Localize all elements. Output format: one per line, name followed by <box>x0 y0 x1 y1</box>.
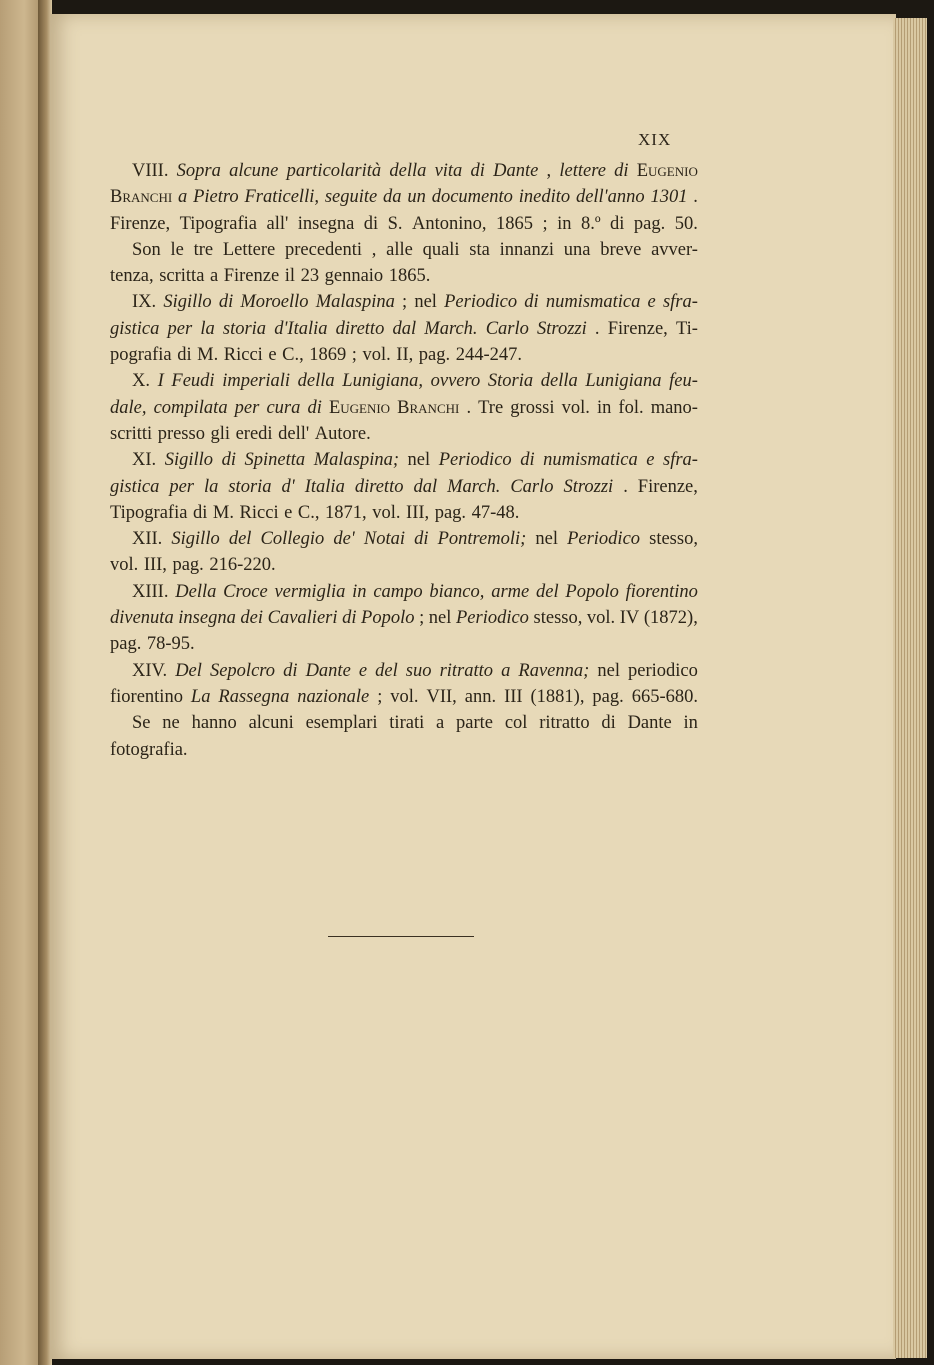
word: periodico <box>628 660 698 681</box>
word: di <box>218 292 234 313</box>
word: Dante <box>493 161 539 181</box>
word: Lunigiana, <box>342 371 423 392</box>
word: 1871, <box>325 502 367 523</box>
word: per <box>169 476 194 497</box>
word: M. <box>197 345 219 366</box>
word: nel <box>535 529 558 550</box>
word: Sigillo <box>164 450 214 471</box>
word: XIII. <box>132 581 169 602</box>
word: (1881), <box>530 686 585 707</box>
word: Feudi <box>171 371 215 392</box>
word: la <box>203 476 219 497</box>
text-line <box>110 342 698 368</box>
word: e <box>647 292 656 313</box>
word: ritratto <box>539 713 590 734</box>
word: Autore. <box>314 423 371 444</box>
text-line <box>110 579 698 605</box>
text-line <box>110 447 698 473</box>
word: di <box>614 161 629 181</box>
word: hanno <box>191 713 237 734</box>
word: e <box>284 502 293 523</box>
word: gistica <box>110 318 160 339</box>
word: numismatica <box>545 292 641 313</box>
text-line <box>110 526 698 552</box>
word: Carlo <box>510 476 554 497</box>
text-line <box>110 658 698 684</box>
word: vol. <box>110 555 139 576</box>
word: diretto <box>354 476 404 497</box>
word: VIII. <box>132 161 169 181</box>
word: Moroello <box>240 292 309 313</box>
word: della <box>540 371 578 392</box>
word: storia <box>228 476 272 497</box>
word: a <box>501 660 511 681</box>
word: col <box>504 713 528 734</box>
word: ovvero <box>430 371 481 392</box>
word: IX. <box>132 292 157 313</box>
word: e <box>358 660 368 681</box>
word: divenuta <box>110 608 174 629</box>
word: ne <box>162 713 180 734</box>
word: dell' <box>278 423 310 444</box>
word: vol. <box>372 502 401 523</box>
word: ; <box>419 608 425 629</box>
word: Sigillo <box>163 292 212 313</box>
word: di <box>177 345 192 366</box>
word: March. <box>424 318 478 339</box>
word: alle <box>386 239 413 260</box>
word: Firenze, <box>110 213 171 234</box>
word: tirati <box>389 713 425 734</box>
word: in <box>596 397 612 418</box>
word: pag. <box>418 345 451 366</box>
word: insegna <box>297 213 355 234</box>
word: Tre <box>478 397 504 418</box>
word: pografia <box>110 345 172 366</box>
word: Firenze, <box>607 318 668 339</box>
word: pag. <box>434 502 467 523</box>
word: Della <box>175 581 217 602</box>
word: di <box>470 161 485 181</box>
word: della <box>389 161 427 181</box>
word: dei <box>240 608 264 629</box>
text-line <box>110 263 698 289</box>
word: IV <box>619 608 640 629</box>
word: Tipografia <box>110 502 188 523</box>
word: una <box>563 239 591 260</box>
word: compilata <box>153 397 228 418</box>
word: Sepolcro <box>209 660 276 681</box>
word: . <box>623 476 628 497</box>
word: 216-220. <box>209 555 276 576</box>
word: insegna <box>178 608 236 629</box>
word: X. <box>132 371 150 392</box>
word: eredi <box>235 423 273 444</box>
word: (1872), <box>643 608 698 629</box>
word: Croce <box>223 581 268 602</box>
word: La <box>190 686 211 707</box>
word: Lunigiana <box>585 371 662 392</box>
word: Malaspina <box>315 292 395 313</box>
word: dal <box>392 318 417 339</box>
word: arme <box>491 581 530 602</box>
word: M. <box>212 502 234 523</box>
word: fol. <box>618 397 644 418</box>
word: VII, <box>426 686 457 707</box>
word: Spinetta <box>244 450 306 471</box>
word: imperiali <box>222 371 291 392</box>
word: nel <box>428 608 452 629</box>
word: d'Italia <box>274 318 328 339</box>
text-line <box>110 710 698 736</box>
word: un <box>407 187 426 208</box>
word: Periodico <box>455 608 529 629</box>
word: Son <box>132 239 161 260</box>
word: grossi <box>510 397 555 418</box>
word: il <box>284 266 296 287</box>
word: storia <box>222 318 267 339</box>
word: per <box>167 318 193 339</box>
word: pag. <box>172 555 204 576</box>
word: diretto <box>335 318 385 339</box>
word: Dante <box>627 713 672 734</box>
text-line <box>110 631 698 657</box>
word: inedito <box>518 187 571 208</box>
word: ; <box>351 345 357 366</box>
word: 23 <box>300 266 320 287</box>
word: vol. <box>586 608 616 629</box>
word: quali <box>422 239 460 260</box>
word: Strozzi <box>563 476 614 497</box>
word: ann. <box>464 686 497 707</box>
word: Sopra <box>176 161 221 181</box>
word: Dante <box>305 660 351 681</box>
word: del <box>375 660 398 681</box>
word: stesso, <box>533 608 583 629</box>
word: seguite <box>324 187 378 208</box>
word: Tipografia <box>179 213 258 234</box>
word: di <box>520 450 535 471</box>
word: alcuni <box>248 713 294 734</box>
word: XI. <box>132 450 157 471</box>
word: a <box>436 713 445 734</box>
word: , <box>546 161 552 181</box>
text-line <box>110 421 698 447</box>
word: per <box>234 397 260 418</box>
word: vermiglia <box>274 581 346 602</box>
word: di <box>363 213 379 234</box>
word: le <box>170 239 184 260</box>
word: bianco, <box>429 581 485 602</box>
word: di <box>601 713 616 734</box>
word: Lettere <box>222 239 276 260</box>
word: Eugenio <box>636 161 698 181</box>
word: fotografia. <box>110 739 188 760</box>
word: XIV. <box>132 660 168 681</box>
word: ritratto <box>439 660 494 681</box>
word: nel <box>407 450 431 471</box>
word: la <box>200 318 215 339</box>
word: di <box>414 529 429 550</box>
word: Sigillo <box>171 529 220 550</box>
word: alcune <box>229 161 279 181</box>
word: di <box>610 213 625 234</box>
word: avver- <box>651 239 698 260</box>
word: sta <box>469 239 490 260</box>
word: di <box>307 397 322 418</box>
word: ; <box>542 213 548 234</box>
word: III <box>504 686 523 707</box>
word: sfra- <box>662 292 698 313</box>
word: innanzi <box>499 239 555 260</box>
word: Popolo <box>565 581 619 602</box>
word: 78-95. <box>146 634 195 655</box>
word: Pietro <box>193 187 239 208</box>
word: Periodico <box>567 529 641 550</box>
word: 1865 <box>496 213 533 234</box>
word: pag. <box>110 634 142 655</box>
word: in <box>683 713 698 734</box>
word: di <box>342 608 357 629</box>
text-line <box>110 184 698 210</box>
word: stesso, <box>649 529 698 550</box>
word: vol. <box>561 397 590 418</box>
text-line <box>110 316 698 342</box>
word: fiorentino <box>110 686 183 707</box>
word: 1301 <box>650 187 688 208</box>
word: Eugenio <box>328 397 391 418</box>
word: lettere <box>559 161 606 181</box>
word: 665-680. <box>631 686 698 707</box>
text-line <box>110 237 698 263</box>
word: Strozzi <box>537 318 587 339</box>
word: C., <box>282 345 304 366</box>
word: Carlo <box>485 318 529 339</box>
word: a <box>178 187 188 208</box>
word: Branchi <box>110 187 173 208</box>
text-line <box>110 211 698 237</box>
word: e <box>268 345 277 366</box>
word: Antonino, <box>412 213 487 234</box>
word: ; <box>377 686 383 707</box>
word: nel <box>414 292 437 313</box>
word: fiorentino <box>625 581 698 602</box>
word: Se <box>132 713 151 734</box>
word: II, <box>396 345 414 366</box>
word: particolarità <box>286 161 382 181</box>
word: Ti- <box>675 318 698 339</box>
word: Firenze, <box>637 476 698 497</box>
text-line <box>110 158 698 184</box>
bibliography-text <box>110 158 698 763</box>
word: campo <box>373 581 423 602</box>
word: parte <box>456 713 494 734</box>
text-line <box>110 368 698 394</box>
text-line <box>110 474 698 500</box>
word: Cavalieri <box>267 608 338 629</box>
word: Ricci <box>239 502 279 523</box>
word: Firenze <box>223 266 280 287</box>
word: e <box>646 450 655 471</box>
word: Del <box>175 660 202 681</box>
word: scritti <box>110 423 153 444</box>
word: Periodico <box>438 450 512 471</box>
word: Italia <box>304 476 345 497</box>
word: Pontremoli; <box>437 529 527 550</box>
word: I <box>157 371 164 392</box>
word: . <box>466 397 472 418</box>
word: S. <box>387 213 403 234</box>
word: di <box>192 502 208 523</box>
word: gennaio <box>324 266 384 287</box>
word: 1865. <box>388 266 431 287</box>
end-rule <box>328 936 474 937</box>
word: 1869 <box>309 345 347 366</box>
word: Collegio <box>260 529 325 550</box>
page-number: XIX <box>638 130 672 149</box>
page-edges <box>893 18 927 1358</box>
text-line <box>110 500 698 526</box>
word: . <box>594 318 600 339</box>
word: tenza, <box>110 266 154 287</box>
word: precedenti <box>284 239 363 260</box>
word: vita <box>434 161 463 181</box>
text-line <box>110 395 698 421</box>
word: presso <box>157 423 205 444</box>
word: 47-48. <box>471 502 520 523</box>
word: dale, <box>110 397 147 418</box>
word: vol. <box>362 345 391 366</box>
word: di <box>283 660 298 681</box>
word: del <box>536 581 559 602</box>
word: 50. <box>674 213 698 234</box>
word: di <box>221 450 236 471</box>
text-line <box>110 605 698 631</box>
word: XII. <box>132 529 163 550</box>
word: Periodico <box>444 292 518 313</box>
word: tre <box>193 239 214 260</box>
word: Storia <box>487 371 534 392</box>
word: scritta <box>159 266 205 287</box>
word: del <box>228 529 252 550</box>
word: ; <box>402 292 408 313</box>
word: gistica <box>110 476 160 497</box>
word: pag. <box>633 213 666 234</box>
word: a <box>209 266 219 287</box>
word: Branchi <box>397 397 460 418</box>
word: nel <box>597 660 620 681</box>
word: mano- <box>650 397 698 418</box>
text-line <box>110 289 698 315</box>
word: Malaspina; <box>313 450 399 471</box>
word: III, <box>406 502 430 523</box>
word: , <box>371 239 377 260</box>
word: C., <box>297 502 320 523</box>
word: in <box>352 581 367 602</box>
word: gli <box>210 423 231 444</box>
word: vol. <box>390 686 419 707</box>
word: suo <box>405 660 432 681</box>
word: feu- <box>669 371 698 392</box>
word: della <box>297 371 335 392</box>
word: breve <box>600 239 642 260</box>
word: esemplari <box>305 713 378 734</box>
word: de' <box>333 529 355 550</box>
word: Notai <box>363 529 405 550</box>
text-line <box>110 737 698 763</box>
word: pag. <box>592 686 624 707</box>
word: in <box>557 213 572 234</box>
word: dal <box>413 476 438 497</box>
word: nazionale <box>297 686 370 707</box>
word: di <box>524 292 539 313</box>
word: all' <box>266 213 289 234</box>
word: Ravenna; <box>518 660 590 681</box>
text-line <box>110 684 698 710</box>
word: d' <box>281 476 295 497</box>
text-line <box>110 552 698 578</box>
word: Rassegna <box>218 686 290 707</box>
word: documento <box>431 187 513 208</box>
word: 244-247. <box>455 345 522 366</box>
word: 8.º <box>580 213 601 234</box>
word: numismatica <box>543 450 638 471</box>
word: da <box>383 187 402 208</box>
word: Ricci <box>223 345 263 366</box>
word: Fraticelli, <box>244 187 319 208</box>
word: dell'anno <box>575 187 645 208</box>
word: . <box>693 187 698 208</box>
word: cura <box>266 397 301 418</box>
word: March. <box>447 476 501 497</box>
word: III, <box>143 555 167 576</box>
word: sfra- <box>663 450 698 471</box>
word: Popolo <box>361 608 415 629</box>
